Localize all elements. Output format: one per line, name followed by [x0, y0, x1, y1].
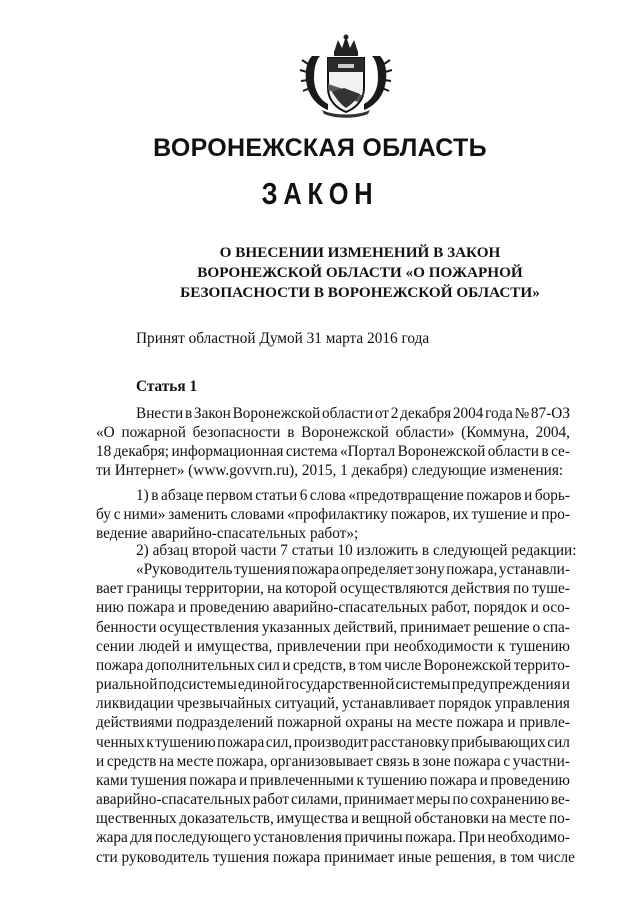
text-line: Внести в Закон Воронежской области от 2 декабря 2004 года № 87-ОЗ	[136, 405, 570, 422]
law-title-line: О ВНЕСЕНИИ ИЗМЕНЕНИЙ В ЗАКОН	[219, 244, 501, 261]
text-line: и средств на месте пожара, организовывает связь в зоне пожара с участни-	[96, 752, 570, 770]
text-line: бу с ними» заменить словами «профилактику пожаров, их тушение и про-	[96, 506, 570, 524]
text-line: пожара дополнительных сил и средств, в том числе Воронежской террито-	[96, 656, 570, 674]
text-line: ками тушения пожара и привлеченными к тушению пожара и проведению	[96, 771, 570, 789]
text-line: нию пожара и проведению аварийно-спасательных работ, порядок и осо-	[96, 599, 570, 617]
text-line: вает границы территории, на которой осуществляются действия по туше-	[96, 580, 570, 598]
text-line: аварийно-спасательных работ силами, принимает меры по сохранению ве-	[96, 791, 570, 809]
article-intro	[96, 404, 570, 481]
text-line: 2) абзац второй части 7 статьи 10 изложить в следующей редакции:	[136, 542, 577, 559]
article-heading: Статья 1	[136, 378, 198, 395]
text-line: ти Интернет» (www.govvrn.ru), 2015, 1 декабря) следующие изменения:	[96, 462, 564, 480]
coat-of-arms-icon	[298, 34, 394, 118]
adoption-date: Принят областной Думой 31 марта 2016 года	[136, 330, 430, 347]
text-line: действиями подразделений пожарной охраны на месте пожара и привле-	[96, 714, 570, 732]
document-type: ЗАКОН	[261, 176, 379, 211]
text-line: 1) в абзаце первом статьи 6 слова «предотвращение пожаров и борь-	[136, 487, 570, 504]
text-line: сти руководитель тушения пожара принимает иные решения, в том числе	[96, 848, 575, 866]
law-title-line: БЕЗОПАСНОСТИ В ВОРОНЕЖСКОЙ ОБЛАСТИ»	[180, 284, 540, 301]
text-line: щественных доказательств, имущества и вещной обстановки на месте по-	[96, 810, 570, 828]
text-line: ведение аварийно-спасательных работ»;	[96, 525, 359, 543]
article-item-1	[96, 486, 570, 543]
text-line: бенности осуществления указанных действий, принимает решение о спа-	[96, 618, 570, 636]
law-title-line: ВОРОНЕЖСКОЙ ОБЛАСТИ «О ПОЖАРНОЙ	[197, 264, 523, 281]
article-item-2	[96, 541, 577, 867]
text-line: сении людей и имущества, привлечении при необходимости к тушению	[96, 637, 570, 655]
text-line: ликвидации чрезвычайных ситуаций, устанавливает порядок управления	[96, 695, 570, 713]
text-line: ченных к тушению пожара сил, производит расстановку прибывающих сил	[96, 733, 570, 751]
text-line: риальной подсистемы единой государственной системы предупреждения и	[96, 676, 570, 694]
text-line: жара для последующего установления причины пожара. При необходимо-	[96, 829, 570, 847]
text-line: «О пожарной безопасности в Воронежской области» (Коммуна, 2004,	[96, 424, 570, 442]
region-name: ВОРОНЕЖСКАЯ ОБЛАСТЬ	[153, 134, 487, 162]
text-line: «Руководитель тушения пожара определяет зону пожара, устанавли-	[136, 561, 570, 579]
law-title	[120, 243, 600, 303]
text-line: 18 декабря; информационная система «Портал Воронежской области в се-	[96, 443, 570, 461]
